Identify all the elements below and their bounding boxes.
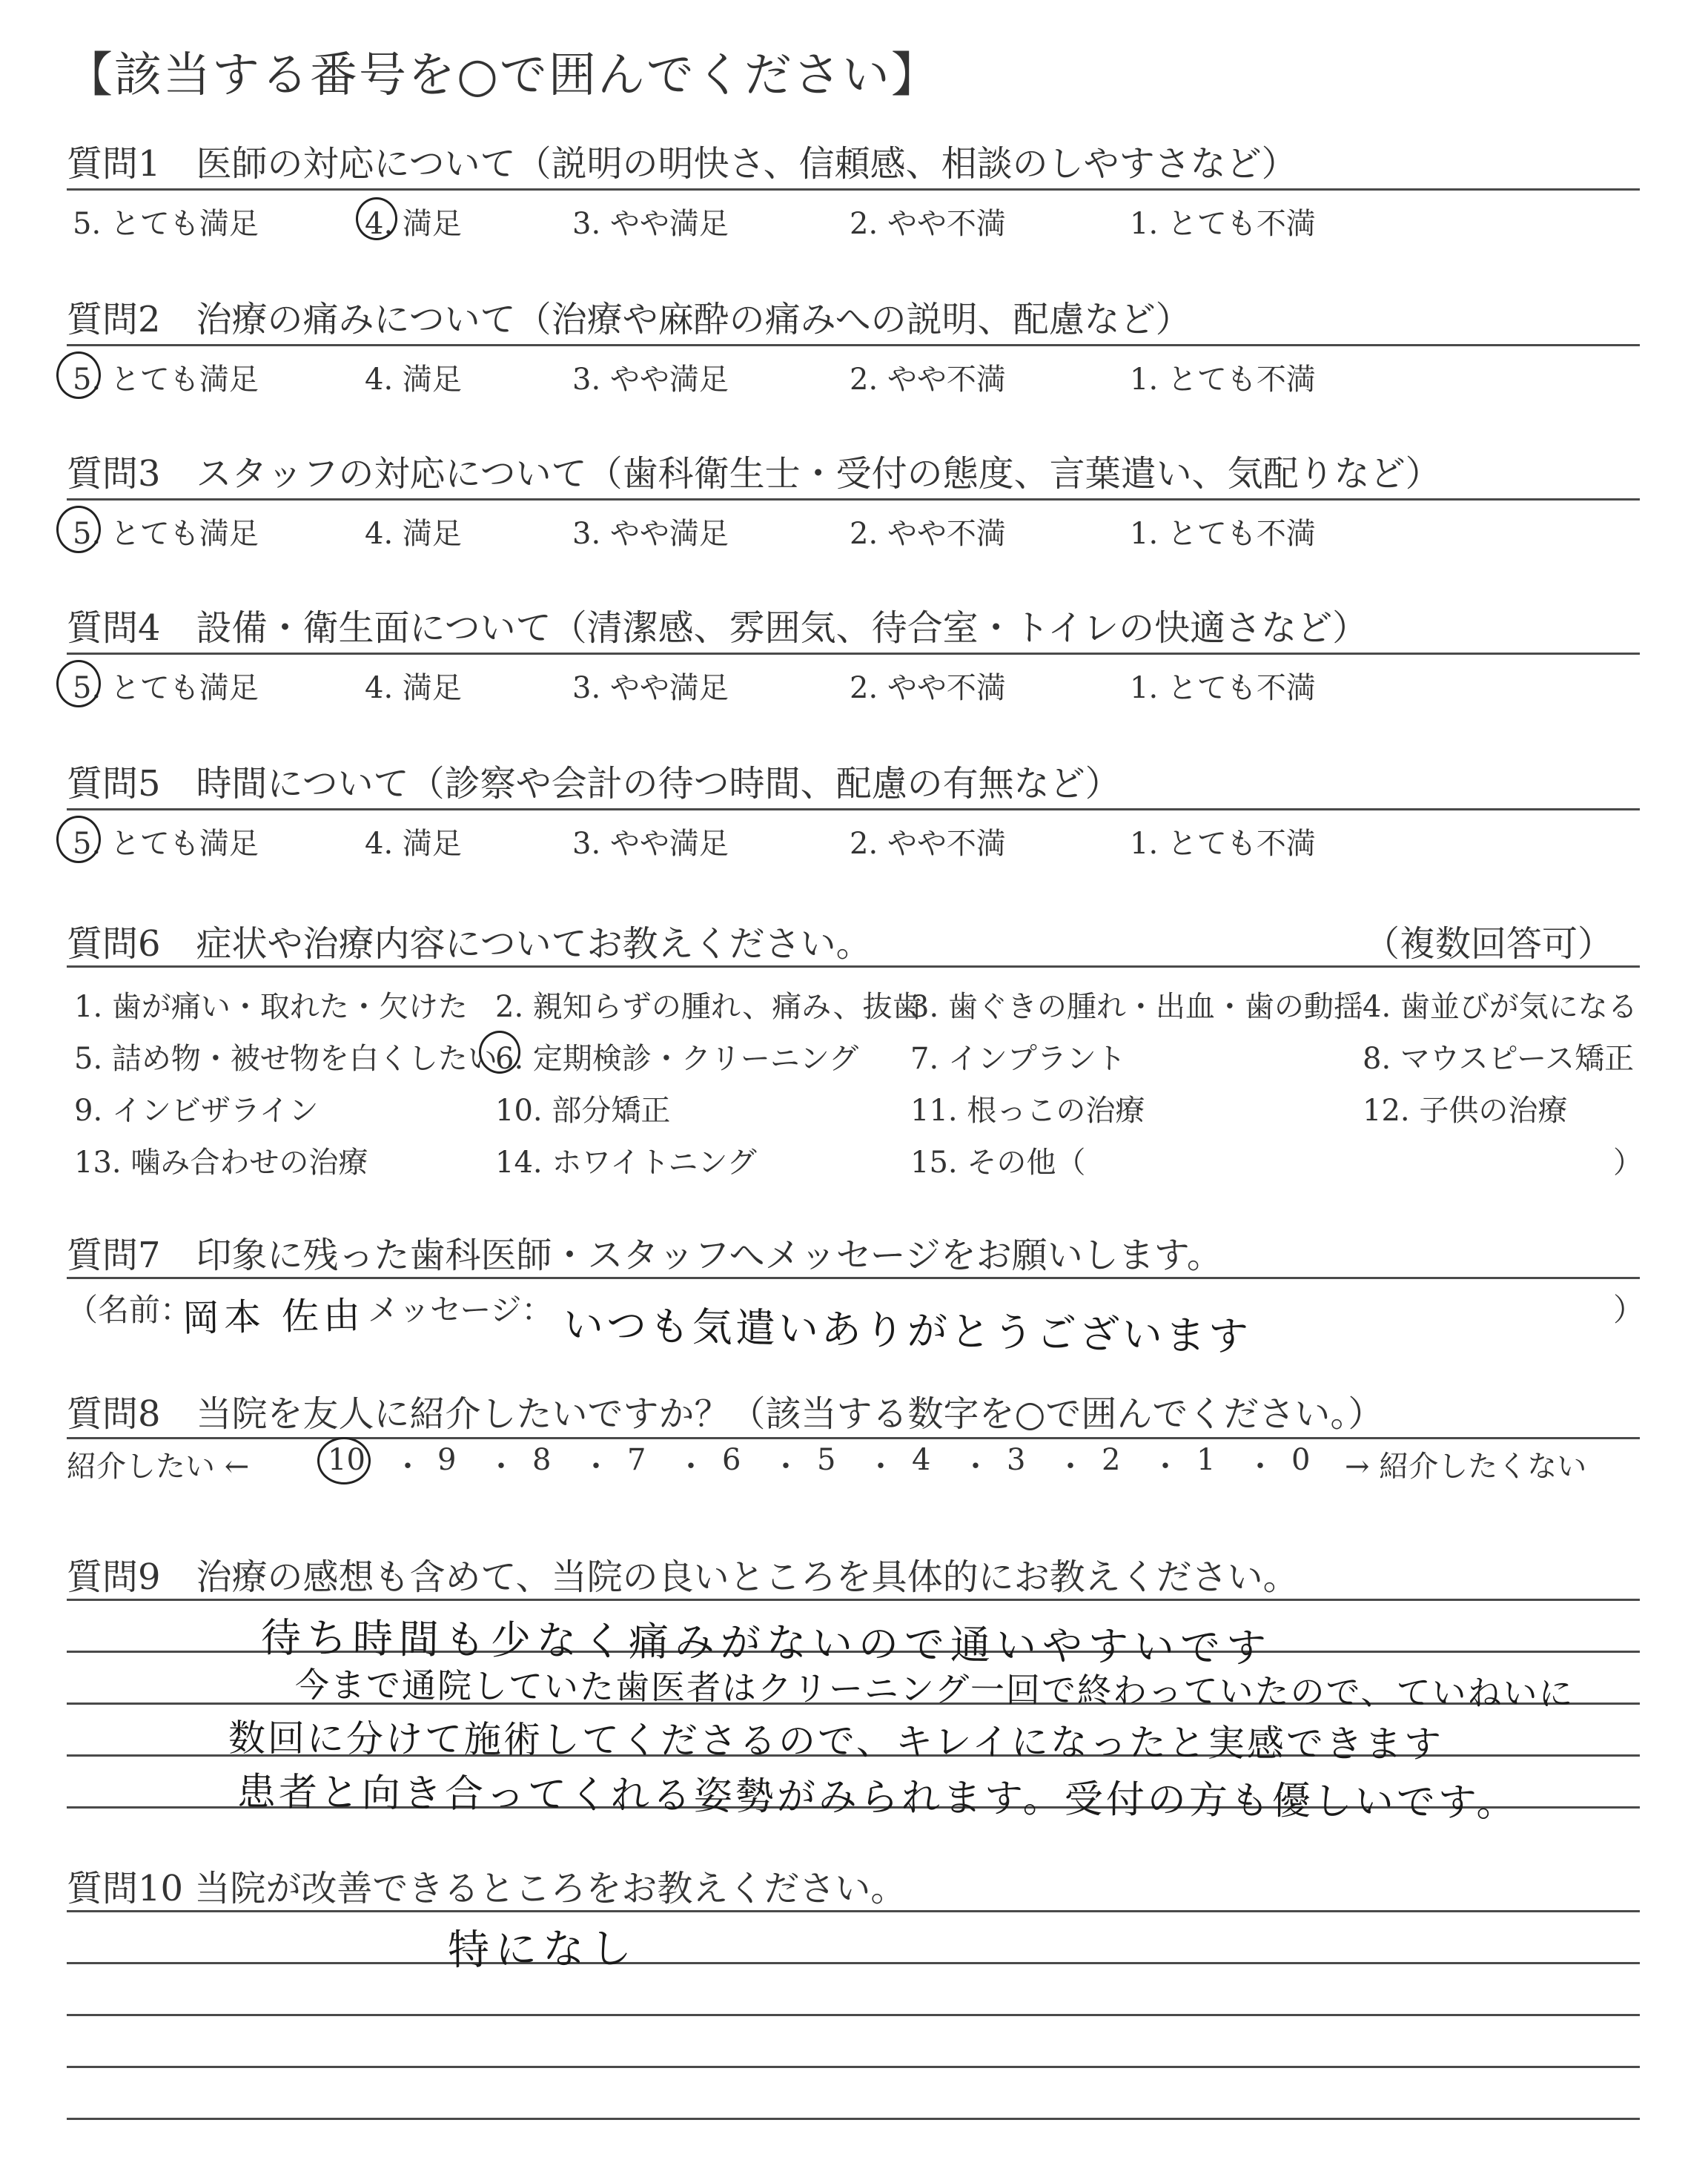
q3-option-3[interactable]: 3. やや満足 (572, 517, 729, 551)
q1-selection-circle (356, 197, 397, 240)
q6-item-13[interactable]: 13. 噛み合わせの治療 (74, 1146, 368, 1180)
divider (67, 653, 1640, 655)
q5-option-2[interactable]: 2. やや不満 (850, 827, 1006, 861)
q8-dot: ・ (676, 1450, 706, 1484)
q1-option-3[interactable]: 3. やや満足 (572, 207, 729, 241)
q6-item-15-close-paren: ） (1613, 1146, 1643, 1180)
divider (67, 1437, 1640, 1439)
q8-dot: ・ (1245, 1450, 1275, 1484)
answer-line (67, 2014, 1640, 2016)
answer-line (67, 2118, 1640, 2120)
q7-name-handwritten[interactable]: 岡本 佐由 (182, 1293, 365, 1340)
divider (67, 344, 1640, 346)
q6-item-10[interactable]: 10. 部分矯正 (495, 1094, 671, 1128)
q6-item-7[interactable]: 7. インプラント (910, 1042, 1126, 1076)
answer-line (67, 1910, 1640, 1912)
question-7-title: 質問7 印象に残った歯科医師・スタッフへメッセージをお願いします。 (67, 1235, 1222, 1276)
question-3-title: 質問3 スタッフの対応について（歯科衛生士・受付の態度、言葉遣い、気配りなど） (67, 453, 1441, 495)
q8-dot: ・ (393, 1450, 423, 1484)
q5-option-3[interactable]: 3. やや満足 (572, 827, 729, 861)
q6-item-4[interactable]: 4. 歯並びが気になる (1363, 990, 1638, 1024)
divider (67, 188, 1640, 191)
q9-answer-line-2[interactable]: 今まで通院していた歯医者はクリーニング一回で終わっていたので、ていねいに (294, 1665, 1575, 1714)
q8-scale-7[interactable]: 7 (627, 1443, 646, 1477)
answer-line (67, 2066, 1640, 2068)
q2-option-3[interactable]: 3. やや満足 (572, 363, 729, 397)
q8-dot: ・ (581, 1450, 611, 1484)
q6-item-12[interactable]: 12. 子供の治療 (1363, 1094, 1568, 1128)
answer-line (67, 1962, 1640, 1964)
q1-option-4[interactable]: 4. 満足 (365, 207, 462, 241)
q8-dot: ・ (1151, 1450, 1180, 1484)
q8-dot: ・ (486, 1450, 516, 1484)
q2-option-1[interactable]: 1. とても不満 (1130, 363, 1316, 397)
q8-right-label: → 紹介したくない (1345, 1450, 1587, 1484)
answer-line (67, 1599, 1640, 1601)
q8-scale-6[interactable]: 6 (722, 1443, 741, 1477)
q6-item-1[interactable]: 1. 歯が痛い・取れた・欠けた (74, 990, 468, 1024)
q8-scale-10[interactable]: 10 (328, 1443, 365, 1477)
q4-option-2[interactable]: 2. やや不満 (850, 671, 1006, 705)
q8-selection-circle (317, 1437, 371, 1484)
divider (67, 1277, 1640, 1279)
q8-left-label: 紹介したい ← (67, 1450, 250, 1484)
q4-option-4[interactable]: 4. 満足 (365, 671, 462, 705)
q6-item-3[interactable]: 3. 歯ぐきの腫れ・出血・歯の動揺 (910, 990, 1363, 1024)
q3-selection-circle (56, 506, 101, 553)
q5-selection-circle (56, 816, 101, 863)
q8-scale-1[interactable]: 1 (1196, 1443, 1216, 1477)
q8-scale-8[interactable]: 8 (532, 1443, 552, 1477)
q9-answer-line-4[interactable]: 患者と向き合ってくれる姿勢がみられます。受付の方も優しいです。 (236, 1770, 1518, 1826)
q2-option-2[interactable]: 2. やや不満 (850, 363, 1006, 397)
question-4-title: 質問4 設備・衛生面について（清潔感、雰囲気、待合室・トイレの快適さなど） (67, 607, 1368, 649)
q3-option-4[interactable]: 4. 満足 (365, 517, 462, 551)
q6-item-5[interactable]: 5. 詰め物・被せ物を白くしたい (74, 1042, 497, 1076)
q8-scale-9[interactable]: 9 (437, 1443, 457, 1477)
q4-option-3[interactable]: 3. やや満足 (572, 671, 729, 705)
q7-name-label: （名前： (67, 1292, 192, 1328)
question-2-title: 質問2 治療の痛みについて（治療や麻酔の痛みへの説明、配慮など） (67, 299, 1191, 340)
q3-option-5[interactable]: 5. とても満足 (73, 517, 259, 551)
q5-option-5[interactable]: 5. とても満足 (73, 827, 259, 861)
question-10-title: 質問10 当院が改善できるところをお教えください。 (67, 1868, 907, 1909)
q3-option-2[interactable]: 2. やや不満 (850, 517, 1006, 551)
q6-item-9[interactable]: 9. インビザライン (74, 1094, 319, 1128)
q2-selection-circle (56, 351, 101, 399)
q8-dot: ・ (961, 1450, 990, 1484)
divider (67, 808, 1640, 810)
q2-option-5[interactable]: 5. とても満足 (73, 363, 259, 397)
q6-item-8[interactable]: 8. マウスピース矯正 (1363, 1042, 1635, 1076)
q1-option-1[interactable]: 1. とても不満 (1130, 207, 1316, 241)
q1-option-2[interactable]: 2. やや不満 (850, 207, 1006, 241)
q8-scale-4[interactable]: 4 (912, 1443, 931, 1477)
q8-scale-5[interactable]: 5 (817, 1443, 836, 1477)
divider (67, 498, 1640, 501)
instruction-header: 【該当する番号を○で囲んでください】 (65, 48, 940, 103)
q5-option-4[interactable]: 4. 満足 (365, 827, 462, 861)
q7-message-label: メッセージ： (368, 1292, 553, 1328)
q6-item-14[interactable]: 14. ホワイトニング (495, 1146, 757, 1180)
divider (67, 965, 1640, 968)
q6-multiple-answers-note: （複数回答可） (1364, 923, 1614, 965)
q10-answer-line-1[interactable]: 特になし (447, 1924, 638, 1975)
question-5-title: 質問5 時間について（診察や会計の待つ時間、配慮の有無など） (67, 763, 1121, 805)
q7-message-handwritten[interactable]: いつも気遣いありがとうございます (563, 1301, 1252, 1361)
q6-item-2[interactable]: 2. 親知らずの腫れ、痛み、抜歯 (495, 990, 922, 1024)
q5-option-1[interactable]: 1. とても不満 (1130, 827, 1316, 861)
q6-selection-circle (479, 1031, 520, 1074)
q3-option-1[interactable]: 1. とても不満 (1130, 517, 1316, 551)
q8-dot: ・ (866, 1450, 896, 1484)
question-8-title: 質問8 当院を友人に紹介したいですか？（該当する数字を○で囲んでください。） (67, 1393, 1384, 1435)
q8-dot: ・ (1056, 1450, 1085, 1484)
q8-scale-2[interactable]: 2 (1102, 1443, 1121, 1477)
q2-option-4[interactable]: 4. 満足 (365, 363, 462, 397)
q6-item-11[interactable]: 11. 根っこの治療 (910, 1094, 1145, 1128)
q9-answer-line-1[interactable]: 待ち時間も少なく痛みがないので通いやすいです (260, 1614, 1273, 1672)
q9-answer-line-3[interactable]: 数回に分けて施術してくださるので、キレイになったと実感できます (228, 1717, 1444, 1766)
q8-scale-0[interactable]: 0 (1291, 1443, 1311, 1477)
q6-item-6[interactable]: 6. 定期検診・クリーニング (495, 1042, 859, 1076)
q4-option-5[interactable]: 5. とても満足 (73, 671, 259, 705)
q1-option-5[interactable]: 5. とても満足 (73, 207, 259, 241)
q6-item-15[interactable]: 15. その他（ (910, 1146, 1086, 1180)
question-1-title: 質問1 医師の対応について（説明の明快さ、信頼感、相談のしやすさなど） (67, 143, 1297, 185)
question-9-title: 質問9 治療の感想も含めて、当院の良いところを具体的にお教えください。 (67, 1556, 1299, 1598)
question-6-title: 質問6 症状や治療内容についてお教えください。 (67, 923, 872, 965)
q7-close-paren: ） (1613, 1292, 1645, 1328)
q8-dot: ・ (771, 1450, 801, 1484)
q4-option-1[interactable]: 1. とても不満 (1130, 671, 1316, 705)
q4-selection-circle (56, 660, 101, 707)
q8-scale-3[interactable]: 3 (1007, 1443, 1026, 1477)
